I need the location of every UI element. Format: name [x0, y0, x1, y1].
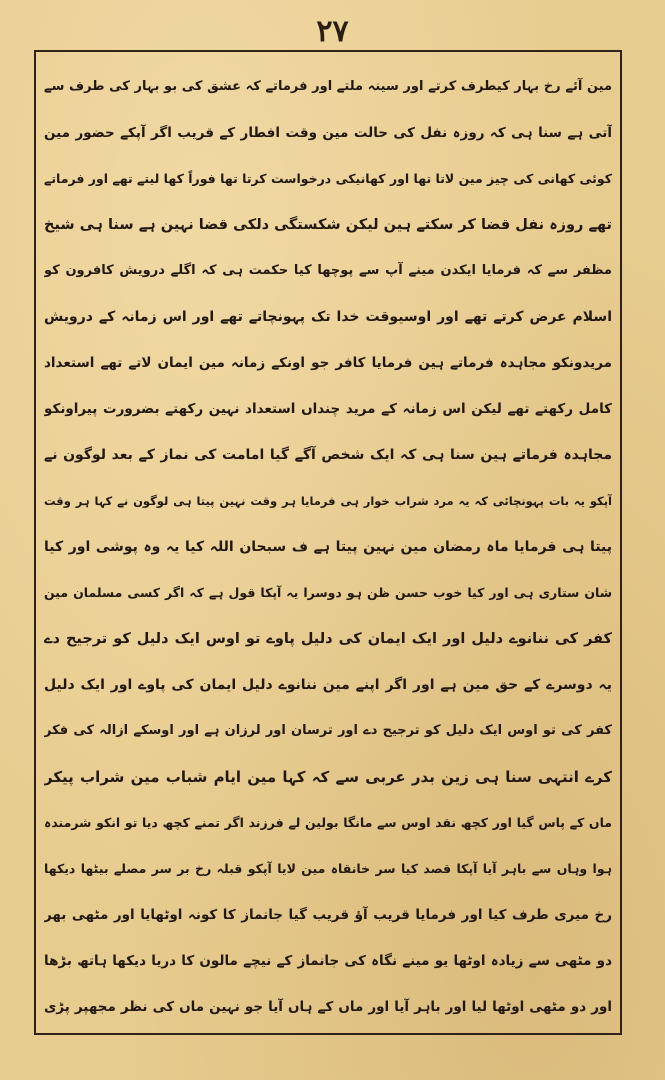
text-line: کرے انتہی سنا ہی زین بدر عربی سے کہ کہا مین ایام شباب مین شراب پیکر: [44, 768, 612, 786]
text-line: اور دو مٹھی اوٹھا لیا اور باہر آیا اور ماں کے ہاں آیا جو نہین ماں کی نظر مجھپر پڑی: [44, 999, 612, 1015]
text-line: پیتا ہی فرمایا ماہ رمضان مین نہین پیتا ہے ف سبحان اللہ کیا یہ وہ پوشی اور کیا: [44, 539, 612, 555]
text-line: مظفر سے کہ فرمایا ایکدن مینے آپ سے پوچھا کیا حکمت ہی کہ اگلے درویش کافرون کو: [44, 263, 612, 278]
text-line: مجاہدہ فرماتے ہین سنا ہی کہ ایک شخص آگے گیا امامت کی نماز کے بعد لوگون نے: [44, 447, 612, 463]
text-line: کفر کی ننانوے دلیل اور ایک ایمان کی دلیل پاوے تو اوس ایک دلیل کو ترجیح دے: [44, 631, 612, 647]
text-line: آپکو یہ بات پہونچائی کہ یہ مرد شراب خوار ہی فرمایا ہر وقت نہین پیتا ہی لوگون نے کہا ہر وقت: [44, 494, 612, 508]
text-line: مریدونکو مجاہدہ فرماتے ہین فرمایا کافر جو اونکے زمانہ مین ایمان لاتے تھے استعداد: [44, 355, 612, 371]
page-number: ۲۷: [316, 14, 349, 49]
text-line: کوئی کھانی کی چیز مین لاتا تھا اور کھانیکی درخواست کرتا تھا فوراً کھا لیتے تھے اور فرماتے: [44, 171, 612, 186]
text-line: ہوا وہاں سے باہر آیا آپکا قصد کیا سر خانقاہ مین لایا آپکو قبلہ رخ بر سر مصلے بیٹھا دیکھا: [44, 861, 612, 876]
text-line: مین آئے رخ بہار کیطرف کرتے اور سینہ ملتے اور فرماتے کہ عشق کی بو بہار کی طرف سے: [44, 79, 612, 94]
text-line: کفر کی تو اوس ایک دلیل کو ترجیح دے اور ترسان اور لرزان ہے اور اوسکے ازالہ کی فکر: [44, 723, 612, 738]
text-line: اسلام عرض کرتے تھے اور اوسیوقت خدا تک پہونچاتے تھے اور اس زمانہ کے درویش: [44, 309, 612, 325]
text-block: [44, 62, 612, 1023]
text-line: دو مٹھی سے زیادہ اوٹھا یو مینے نگاہ کی جانماز کے نیچے مالون کا دریا دیکھا ہاتھ بڑھا: [44, 953, 612, 969]
text-line: شان ستاری ہی اور کیا خوب حسن ظن ہو دوسرا یہ آپکا قول ہے کہ اگر کسی مسلمان مین: [44, 585, 612, 600]
text-line: رخ میری طرف کیا اور فرمایا قریب آؤ قریب گیا جانماز کا کونہ اوٹھایا اور مٹھی بھر: [44, 907, 612, 923]
text-line: ماں کے پاس گیا اور کچھ نقد اوس سے مانگا بولین لے فرزند اگر تمنے کچھ دیا تو انکو شرمندہ: [44, 815, 612, 830]
text-frame: [34, 50, 622, 1035]
text-line: آتی ہے سنا ہی کہ روزہ نفل کی حالت مین وقت افطار کے قریب اگر آپکے حضور مین: [44, 125, 612, 141]
text-line: یہ دوسرے کے حق مین ہے اور اگر اپنے مین ننانوے دلیل ایمان کی پاوے اور ایک دلیل: [44, 677, 612, 693]
text-line: کامل رکھتے تھے لیکن اس زمانہ کے مرید چنداں استعداد نہین رکھتے بضرورت پیراونکو: [44, 401, 612, 417]
text-line: تھے روزہ نفل قضا کر سکتے ہین لیکن شکستگی دلکی قضا نہین ہے سنا ہی شیخ: [44, 217, 612, 233]
